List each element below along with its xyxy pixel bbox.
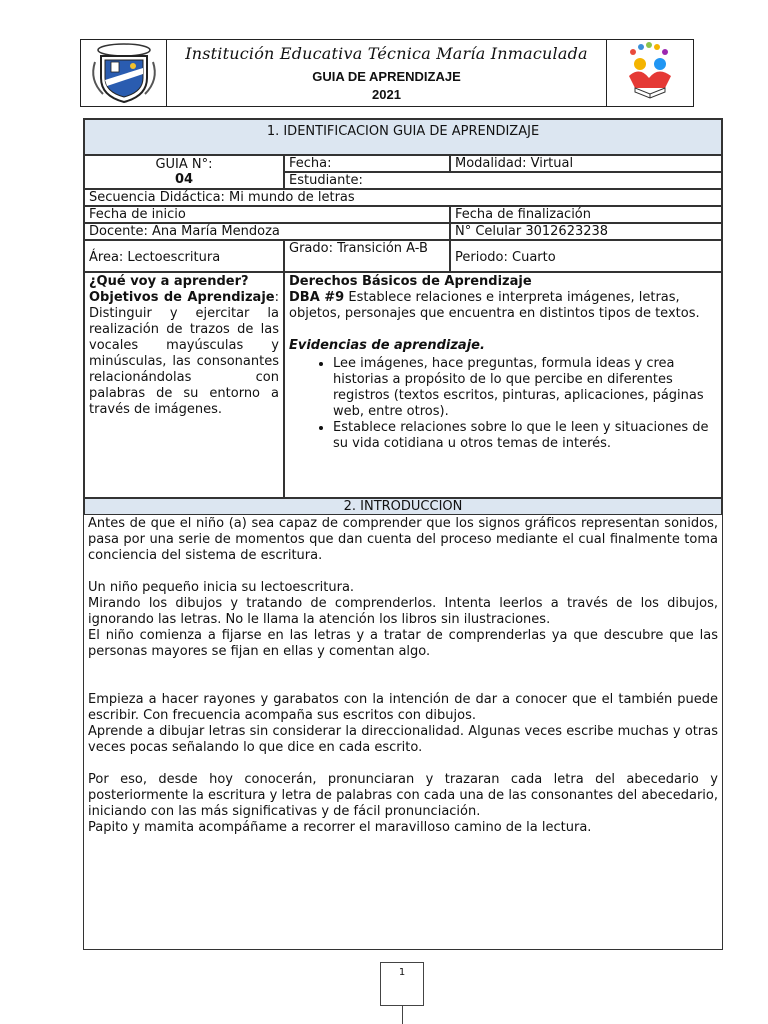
grado-cell: Grado: Transición A-B [284, 240, 450, 272]
intro-paragraph: Un niño pequeño inicia su lectoescritura. [88, 580, 355, 595]
page-number: 1 [380, 962, 424, 1006]
header-title-cell [167, 40, 607, 106]
evidencia-item: • Establece relaciones sobre lo que le leen y situaciones de su vida cotidiana u otros temas de interés. [333, 420, 717, 452]
intro-paragraph: Mirando los dibujos y tratando de comprenderlos. Intenta leerlos a través de los dibujos, ignorando las letras. No le llama la atención los libros sin ilustraciones. [88, 596, 718, 627]
intro-paragraph: Por eso, desde hoy conocerán, pronunciaran y trazaran cada letra del abecedario y posteriormente la escritura y letra de palabras con cada una de las consonantes del abecedario, iniciando con las más significativas y de fácil pronunciación. [88, 772, 718, 819]
guia-number-cell [84, 155, 284, 189]
evidencia-item: • Lee imágenes, hace preguntas, formula ideas y crea historias a propósito de lo que percibe en diferentes registros (textos escritos, pinturas, aplicaciones, páginas web, entre otros). [333, 356, 717, 420]
document-header [80, 39, 694, 107]
fecha-inicio-cell: Fecha de inicio [84, 206, 450, 223]
evidencias-list [289, 356, 717, 452]
objectives-label: Objetivos de Aprendizaje [89, 290, 275, 305]
fecha-cell: Fecha: [284, 155, 450, 172]
dba-body: Establece relaciones e interpreta imágenes, letras, objetos, personajes que encuentra en distintos tipos de textos. [289, 290, 700, 321]
periodo-cell: Periodo: Cuarto [450, 240, 722, 272]
celular-cell: N° Celular 3012623238 [450, 223, 722, 240]
dba-text [289, 290, 717, 322]
header-logo-cell [607, 40, 693, 106]
area-cell: Área: Lectoescritura [84, 240, 284, 272]
guia-number: 04 [174, 172, 194, 187]
section-2-title: 2. INTRODUCCION [84, 498, 722, 515]
intro-paragraph: Antes de que el niño (a) sea capaz de comprender que los signos gráficos representan sonidos, pasa por una serie de momentos que dan cuenta del proceso mediante el cual finalmente toma conciencia del sistema de escritura. [88, 516, 718, 563]
page-number-connector [402, 1006, 403, 1024]
school-crest-icon [81, 40, 167, 106]
children-reading-logo-icon [607, 40, 693, 106]
fecha-finalizacion-cell: Fecha de finalización [450, 206, 722, 223]
objectives-body: : Distinguir y ejercitar la realización de trazos de las vocales mayúsculas y minúsculas, las consonantes relacionándolas con palabras de su entorno a través de imágenes. [89, 290, 279, 417]
intro-paragraph: Aprende a dibujar letras sin considerar la direccionalidad. Algunas veces escribe muchas y otras veces pocas señalando lo que dice en cada escrito. [88, 724, 718, 755]
objectives-text [89, 290, 279, 418]
document-title: GUIA DE APRENDIZAJE [312, 69, 461, 84]
dba-label: DBA #9 [289, 290, 345, 305]
document-year: 2021 [372, 87, 401, 102]
dba-cell [284, 272, 722, 498]
dba-title: Derechos Básicos de Aprendizaje [289, 274, 532, 289]
school-crest-cell [81, 40, 167, 106]
intro-paragraph: El niño comienza a fijarse en las letras y a tratar de comprenderlas ya que descubre que las personas mayores se fijan en ellas y comentan algo. [88, 628, 718, 659]
institution-name: Institución Educativa Técnica María Inmaculada [185, 44, 588, 63]
intro-paragraph: Empieza a hacer rayones y garabatos con la intención de dar a conocer que el también puede escribir. Con frecuencia acompaña sus escritos con dibujos. [88, 692, 718, 723]
que-voy-aprender: ¿Qué voy a aprender? [89, 274, 249, 289]
docente-cell: Docente: Ana María Mendoza [84, 223, 450, 240]
modalidad-cell: Modalidad: Virtual [450, 155, 722, 172]
estudiante-cell: Estudiante: [284, 172, 722, 189]
objectives-cell [84, 272, 284, 498]
section-1-title: 1. IDENTIFICACION GUIA DE APRENDIZAJE [84, 119, 722, 155]
evidencias-title-text: Evidencias de aprendizaje [289, 338, 480, 353]
intro-paragraph: Papito y mamita acompáñame a recorrer el maravilloso camino de la lectura. [88, 820, 592, 835]
guia-label: GUIA N°: [155, 157, 213, 172]
evidencias-title: Evidencias de aprendizaje. [289, 338, 485, 353]
secuencia-cell: Secuencia Didáctica: Mi mundo de letras [84, 189, 722, 206]
introduction-body [88, 516, 718, 836]
guide-sheet [83, 118, 723, 950]
